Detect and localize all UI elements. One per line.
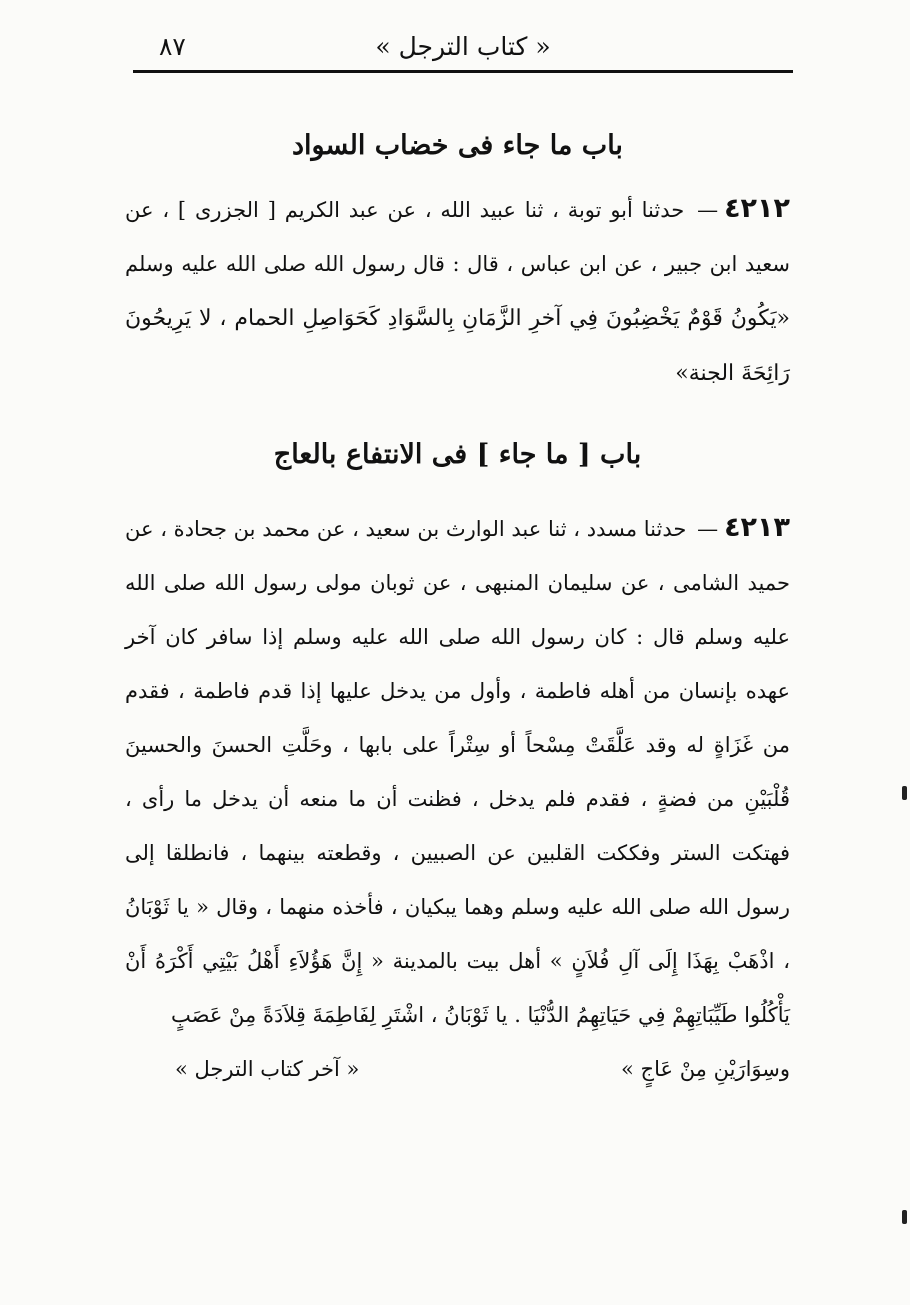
header-rule bbox=[133, 70, 793, 73]
closing-row bbox=[125, 1042, 790, 1096]
hadith-quote: «يَكُونُ قَوْمٌ يَخْضِبُونَ فِي آخرِ الزَّمَانِ بِالسَّوَادِ كَحَوَاصِلِ الحمام ، لا يَرِيحُونَ رَائِحَةَ الجنة» bbox=[125, 306, 790, 386]
chapter-heading-ivory: باب [ ما جاء ] فى الانتفاع بالعاج bbox=[273, 439, 642, 470]
hadith-number: ٤٢١٣ bbox=[724, 512, 790, 543]
running-title: « كتاب الترجل » bbox=[375, 32, 551, 61]
margin-mark bbox=[902, 786, 907, 800]
hadith-text: حدثنا مسدد ، ثنا عبد الوارث بن سعيد ، عن محمد بن جحادة ، عن حميد الشامى ، عن سليمان المنبهى ، عن ثوبان مولى رسول الله صلى الله عليه وسلم قال : كان رسول الله صلى الله عليه وسلم إذا سافر كان آخر عهده بإنسان من أهله فاطمة ، وأول من يدخل عليها إذا قدم فاطمة ، فقدم من غَزَاةٍ له وقد عَلَّقَتْ مِسْحاً أو سِتْراً على بابها ، وحَلَّتِ الحسنَ والحسينَ قُلْبَيْنِ من فضةٍ ، فقدم فلم يدخل ، فظنت أن ما منعه أن يدخل ما رأى ، فهتكت الستر وفككت القلبين عن الصبيين ، وقطعته بينهما ، فانطلقا إلى رسول الله صلى الله عليه وسلم وهما يبكيان ، فأخذه منهما ، وقال « يا ثَوْبَانُ ، اذْهَبْ بِهَذَا إِلَى آلِ فُلاَنٍ » أهل بيت بالمدينة « إِنَّ هَؤُلاَءِ أَهْلُ بَيْتِي أَكْرَهُ أَنْ يَأْكُلُوا طَيِّبَاتِهِمْ فِي حَيَاتِهِمُ الدُّنْيَا . يا ثَوْبَانُ ، اشْتَرِ لِفَاطِمَةَ قِلاَدَةً مِنْ عَصَبٍ bbox=[125, 517, 790, 1027]
hadith-text: حدثنا أبو توبة ، ثنا عبيد الله ، عن عبد الكريم [ الجزرى ] ، عن سعيد ابن جبير ، عن ابن عباس ، قال : قال رسول الله صلى الله عليه وسلم bbox=[125, 198, 790, 276]
chapter-heading-dyeing-black: باب ما جاء فى خضاب السواد bbox=[292, 130, 623, 161]
book-end-colophon: « آخر كتاب الترجل » bbox=[175, 1057, 360, 1081]
hadith-4213 bbox=[125, 501, 790, 1042]
hadith-4212 bbox=[125, 182, 790, 401]
margin-mark bbox=[902, 1210, 907, 1224]
hadith-number: ٤٢١٢ bbox=[724, 193, 790, 224]
page-content bbox=[125, 118, 790, 1096]
page-header bbox=[133, 28, 793, 72]
page-number: ٨٧ bbox=[159, 32, 186, 61]
hadith-closing: وسِوَارَيْنِ مِنْ عَاجٍ » bbox=[621, 1057, 790, 1081]
dash: — bbox=[697, 517, 719, 541]
dash: — bbox=[697, 198, 719, 222]
